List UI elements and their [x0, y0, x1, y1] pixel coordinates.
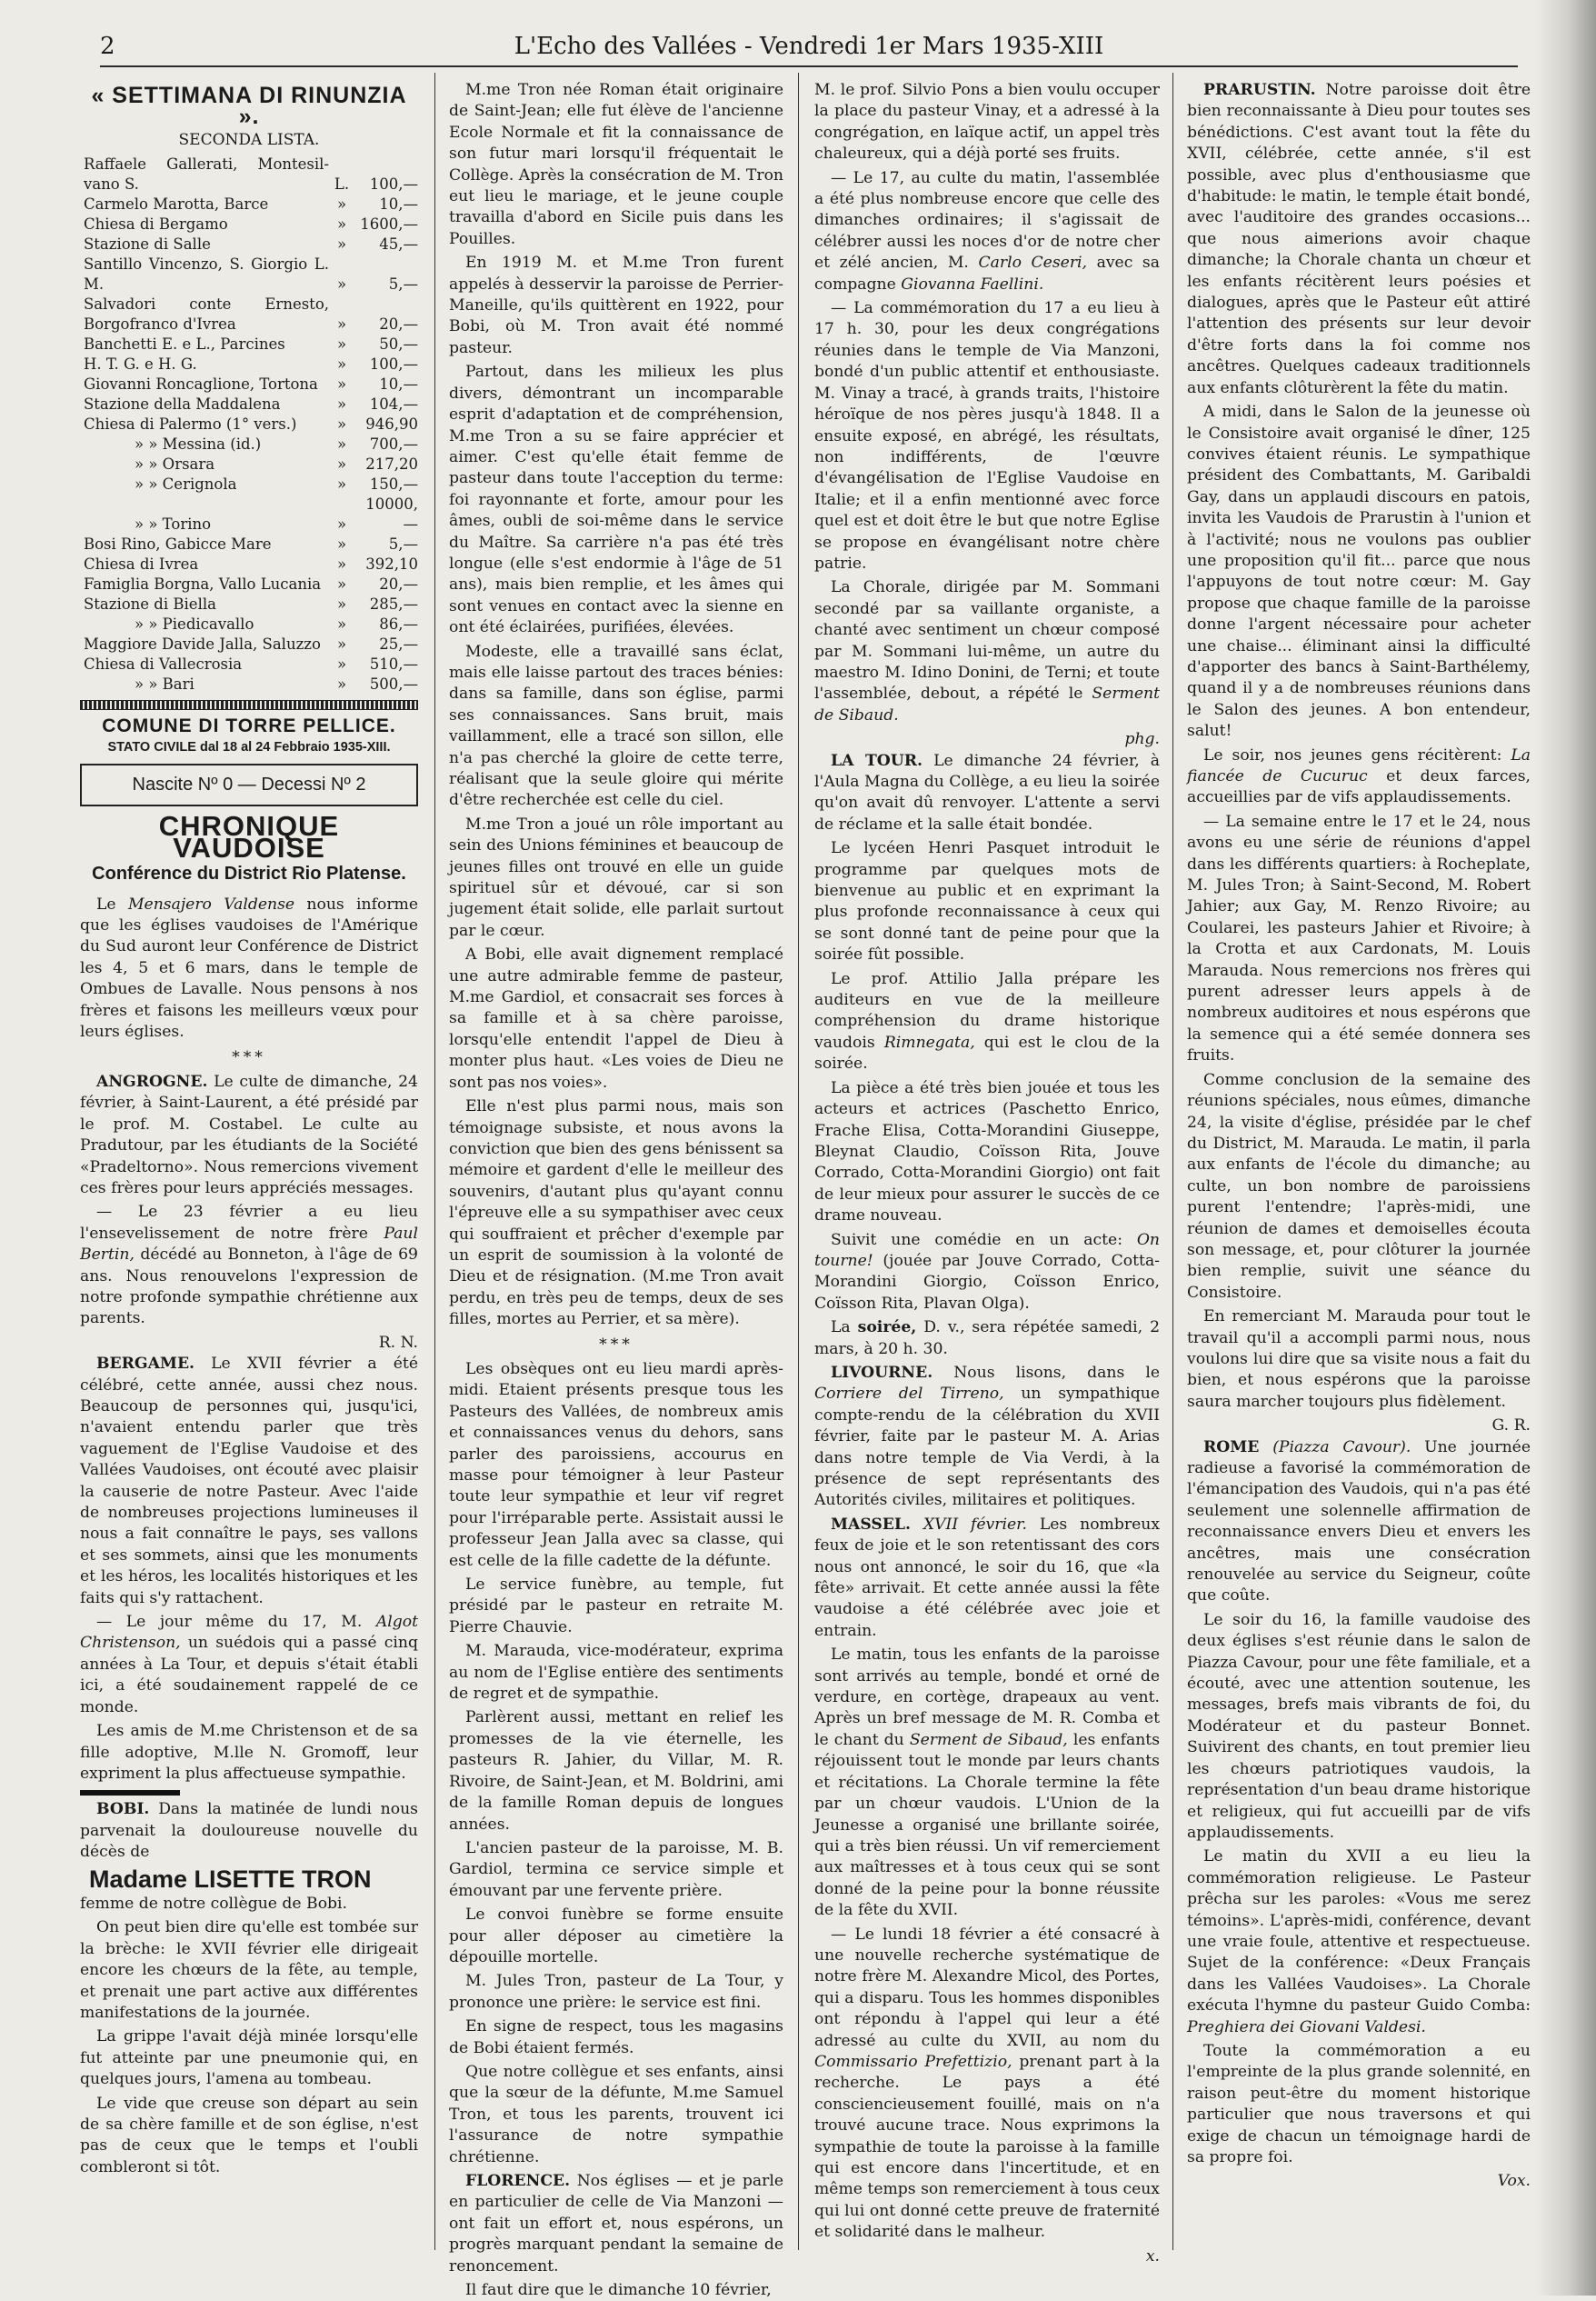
tron-bio-2: En 1919 M. et M.me Tron furent appelés à desservir la paroisse de Perrier-Maneille, qu'ils quittèrent en 1922, pour Bobi, où M. Tron avait été nommé pasteur.: [449, 254, 783, 357]
currency-mark: »: [336, 575, 347, 594]
currency-mark: »: [336, 315, 347, 334]
conference-heading: Conférence du District Rio Platense.: [92, 864, 406, 885]
donation-row: [80, 655, 418, 675]
marauda-paragraph: M. Marauda, vice-modérateur, exprima au nom de l'Eglise entière des sentiments de regret et de sympathie.: [449, 1642, 783, 1704]
tron-bio-3: Partout, dans les milieux les plus divers, démontrant un incomparable esprit d'adaptation et de compréhension, M.me Tron a su se faire apprécier et aimer. C'est qu'elle était femme de pasteur dans toute l'acception du terme: foi rayonnante et forte, amour pour les âmes, oubli de soi-même dans le service du Maître. Sa carrière n'a pas été très longue (elle s'est endormie à l'âge de 51 ans), mais bien remplie, et les âmes qui sont venues en contact avec la sienne en ont été éclairées, purifiées, élevées.: [449, 363, 783, 637]
donor-name: Salvadori conte Ernesto, Borgofranco d'Ivrea: [84, 295, 329, 334]
parlerent-paragraph: Parlèrent aussi, mettant en relief les promesses de la vie éternelle, les pasteurs R. Jahier, du Villar, M. R. Rivoire, de Saint-Jean, et M. Boldrini, ami de la famille Roman depuis de longues années.: [449, 1708, 783, 1834]
donation-amount: 86,—: [379, 615, 418, 634]
currency-mark: »: [336, 615, 347, 634]
noces-paragraph: — Le 17, au culte du matin, l'assemblée a été plus nombreuse encore que celle des dimanches ordinaires; il s'agissait de célébrer aussi les noces d'or de notre cher et zélé ancien, M. Carlo Ceseri, avec sa compagne Giovanna Faellini.: [814, 168, 1160, 294]
donor-name: Maggiore Davide Jalla, Saluzzo: [84, 635, 321, 654]
donation-row: [80, 535, 418, 555]
mensajero-paragraph: Le Mensajero Valdense nous informe que les églises vaudoises de l'Amérique du Sud auront leur Conférence de District les 4, 5 et 6 mars, dans le temple de Ombues de Lavalle. Nous pensons à nos frères et faisons les meilleurs vœux pour leurs églises.: [80, 895, 419, 1042]
tron-after: femme de notre collègue de Bobi.: [80, 1894, 348, 1913]
donation-amount: 285,—: [369, 595, 418, 614]
pons-paragraph: M. le prof. Silvio Pons a bien voulu occuper la place du pasteur Vinay, et a adressé à la congrégation, en laïque actif, un appel très chaleureux, qui a déjà porté ses fruits.: [814, 81, 1160, 164]
currency-mark: »: [336, 475, 347, 494]
donor-name: Santillo Vincenzo, S. Giorgio L. M.: [84, 255, 329, 294]
page-header: [100, 27, 1518, 67]
donation-amount: 150,—: [369, 475, 418, 494]
comune-title: COMUNE DI TORRE PELLICE.: [102, 715, 396, 737]
column-rule: [798, 73, 799, 2250]
column-rule: [434, 73, 435, 2250]
massel-paragraph: MASSEL. XVII février. Les nombreux feux de joie et le son retentissant des cors nous ont annoncé, le soir du 16, que «la fête» arrivait. Et cette année aussi la fête vaudoise a été célébrée avec joie et entrain.: [814, 1515, 1161, 1640]
tron-bio-1: M.me Tron née Roman était originaire de Saint-Jean; elle fut élève de l'ancienne Ecole Normale et fit la connaissance de son futur mari lorsqu'il fréquentait le Collège. Après la consécration de M. Tron eut lieu le mariage, et le jeune couple travailla d'abord en Sicile puis dans les Pouilles.: [449, 81, 783, 248]
donation-row: [80, 375, 418, 395]
donation-amount: 500,—: [369, 675, 418, 694]
column-2: [449, 80, 784, 2300]
bergame-paragraph: BERGAME. Le XVII février a été célébré, cette année, aussi chez nous. Beaucoup de personnes qui, jusqu'ici, n'avaient entendu parler que très vaguement de l'Eglise Vaudoise et des Vallées Vaudoises, ont écouté avec plaisir la causerie de notre Pasteur. Avec l'aide de nombreuses projections lumineuses il nous a fait connaître le pays, ses vallons et ses sommets, ainsi que les monuments et les héros, les localités historiques et les faits qui s'y rattachent.: [80, 1355, 418, 1607]
donation-row: [80, 295, 418, 335]
florence-paragraph: FLORENCE. Nos églises — et je parle en particulier de celle de Via Manzoni — ont fait un effort et, nous espérons, un progrès marquant pendant la semaine de renoncement.: [449, 2172, 784, 2276]
bertin-paragraph: — Le 23 février a eu lieu l'ensevelissement de notre frère Paul Bertin, décédé au Bonneton, à l'âge de 69 ans. Nous renouvelons l'expression de notre profonde sympathie chrétienne aux parents.: [80, 1203, 418, 1328]
separator-stars: ***: [232, 1047, 266, 1066]
donor-name: Stazione di Salle: [84, 235, 211, 254]
black-bar: [80, 1790, 180, 1796]
donation-row: [80, 455, 418, 475]
donation-amount: 100,—: [369, 355, 418, 374]
latour-paragraph: LA TOUR. Le dimanche 24 février, à l'Aula Magna du Collège, a eu lieu la soirée qu'on avait dû renvoyer. L'attente a servi de réclame et la salle était bondée.: [814, 751, 1160, 834]
dimanche-paragraph: Il faut dire que le dimanche 10 février,: [465, 2281, 772, 2300]
tron-bio-5: M.me Tron a joué un rôle important au sein des Unions féminines et beaucoup de jeunes filles ont trouvé en elle un guide spirituel sûr et dévoué, car si son jugement était solide, elle parlait surtout par le cœur.: [449, 815, 783, 940]
donor-name: H. T. G. e H. G.: [84, 355, 197, 374]
chronique-title: CHRONIQUE VAUDOISE: [158, 810, 340, 864]
currency-mark: »: [336, 435, 347, 454]
donor-name: » » Orsara: [135, 455, 215, 474]
matin-paragraph: Le matin, tous les enfants de la paroisse sont arrivés au temple, bondé et orné de verdure, en cortège, drapeaux au vent. Après un bref message de M. R. Comba et le chant du Serment de Sibaud, les enfants réjouissent tout le monde par leurs chants et récitations. La Chorale termine la fête par un chœur vaudois. L'Union de la Jeunesse a organisé une brillante soirée, qui a très bien réussi. Un vif remerciement aux maîtresses et à tous ceux qui se sont donné de la peine pour la bonne réussite de la fête du XVII.: [814, 1646, 1161, 1920]
empreinte-paragraph: Toute la commémoration a eu l'empreinte de la plus grande solennité, en raison peut-être du moment historique particulier que nous traversons et qui exige de chacun un témoignage hardi de sa propre foi.: [1187, 2041, 1531, 2166]
currency-mark: »: [336, 635, 347, 654]
livourne-paragraph: LIVOURNE. Nous lisons, dans le Corriere del Tirreno, un sympathique compte-rendu de la célébration du XVII février, faite par le pasteur M. A. Arias dans notre temple de Via Verdi, à la présence de sept représentants des Autorités civiles, militaires et politiques.: [814, 1363, 1160, 1510]
currency-mark: »: [336, 335, 347, 354]
donor-name: » » Torino: [135, 515, 212, 534]
piece-paragraph: La pièce a été très bien jouée et tous les acteurs et actrices (Paschetto Enrico, Frache Elisa, Cotta-Morandini Giuseppe, Bleynat Claudio, Coïsson Rita, Jouve Corrado, Cotta-Morandini Giorgio) ont fait de leur mieux pour assurer le succès de ce drame nouveau.: [814, 1078, 1160, 1226]
donation-row: [80, 355, 418, 375]
stato-civile: STATO CIVILE dal 18 al 24 Febbraio 1935-XIII.: [107, 739, 391, 755]
angrogne-paragraph: ANGROGNE. Le culte de dimanche, 24 février, à Saint-Laurent, a été présidé par le prof. M. Costabel. Le culte au Pradutour, par les étudiants de la Société «Pradeltorno». Nous remercions vivement ces frères pour leurs appréciés messages.: [80, 1072, 418, 1197]
donor-name: Banchetti E. e L., Parcines: [84, 335, 285, 354]
donation-row: [80, 575, 418, 595]
jules-tron-paragraph: M. Jules Tron, pasteur de La Tour, y prononce une prière: le service est fini.: [449, 1972, 783, 2012]
magasins-paragraph: En signe de respect, tous les magasins de Bobi étaient fermés.: [449, 2017, 783, 2057]
donation-amount: 5,—: [388, 275, 418, 294]
tron-paragraph-2: La grippe l'avait déjà minée lorsqu'elle fut atteinte par une pneumonie qui, en quelques jours, l'amena au tombeau.: [80, 2027, 418, 2089]
donation-amount: 510,—: [369, 655, 418, 674]
donation-amount: 392,10: [365, 555, 418, 574]
donor-name: Giovanni Roncaglione, Tortona: [84, 375, 318, 394]
donation-row: [80, 475, 418, 495]
currency-mark: »: [336, 515, 347, 534]
masthead-title: L'Echo des Vallées - Vendredi 1er Mars 1935-XIII: [514, 33, 1104, 60]
prarustin-paragraph: PRARUSTIN. Notre paroisse doit être bien reconnaissante à Dieu pour toutes ses bénédictions. C'est avant tout la fête du XVII, célébrée, cette année, s'il est possible, avec plus d'enthousiasme que d'habitude: le matin, le temple était bondé, avec l'auditoire des grandes occasions... que nous aimerions avoir chaque dimanche; la Chorale chanta un chœur et les enfants récitèrent leurs poésies et dialogues, après que le Pasteur eût attiré l'attention des présents sur leur devoir d'être forts dans la foi comme nos ancêtres. Quelques cadeaux traditionnels aux enfants clôturèrent la fête du matin.: [1187, 81, 1531, 397]
currency-mark: »: [336, 215, 347, 234]
donation-row: [80, 195, 418, 215]
bobi-paragraph: BOBI. Dans la matinée de lundi nous parvenait la douloureuse nouvelle du décès de: [80, 1800, 418, 1862]
soiree-paragraph: La soirée, D. v., sera répétée samedi, 2 mars, à 20 h. 30.: [814, 1318, 1161, 1358]
donor-name: Stazione della Maddalena: [84, 395, 281, 414]
donation-amount: 700,—: [369, 435, 418, 454]
donor-name: » » Bari: [135, 675, 195, 694]
currency-mark: »: [336, 415, 347, 434]
soir-paragraph: Le soir, nos jeunes gens récitèrent: La fiancée de Cucuruc et deux farces, accueillies par de vifs applaudissements.: [1187, 745, 1531, 807]
currency-mark: »: [336, 235, 347, 254]
donor-name: Stazione di Biella: [84, 595, 216, 614]
tron-paragraph-3: Le vide que creuse son départ au sein de sa chère famille et de son église, n'est pas de ceux que le temps et l'oubli combleront si tôt.: [80, 2094, 418, 2176]
column-3: [814, 80, 1161, 2266]
gardiol-paragraph: L'ancien pasteur de la paroisse, M. B. Gardiol, termina ce service simple et émouvant par une fervente prière.: [449, 1838, 783, 1900]
signature-rn: R. N.: [378, 1333, 418, 1352]
donation-amount: 25,—: [379, 635, 418, 654]
currency-mark: »: [336, 195, 347, 214]
tron-bio-7: Elle n'est plus parmi nous, mais son témoignage subsiste, et nous avons la conviction que bien des gens bénissent sa mémoire et gardent d'elle le meilleur des souvenirs, d'autant plus qu'ayant connu l'épreuve elle a su sympathiser avec ceux qui souffraient et prêcher d'exemple par un esprit de soumission à la volonté de Dieu et de résignation. (M.me Tron avait perdu, en très peu de temps, deux de ses filles, mortes au Perrier, et sa mère).: [449, 1097, 783, 1329]
donation-row: [80, 555, 418, 575]
micol-paragraph: — Le lundi 18 février a été consacré à une nouvelle recherche systématique de notre frère M. Alexandre Micol, des Portes, qui a disparu. Tous les hommes disponibles ont répondu à l'appel qui leur a été adressé au culte du XVII, au nom du Commissario Prefettizio, prenant part à la recherche. Le pays a été consciencieusement fouillé, mais on n'a trouvé aucune trace. Nous exprimons la sympathie de toute la paroisse à la famille qui est encore dans l'incertitude, et en même temps son remerciement à tous ceux qui lui ont donné cette preuve de fraternité et solidarité dans le malheur.: [814, 1925, 1161, 2242]
settimana-title: « SETTIMANA DI RINUNZIA ».: [91, 83, 407, 130]
donor-name: » » Cerignola: [135, 475, 237, 494]
donation-row: [80, 395, 418, 415]
separator-stars: ***: [599, 1335, 633, 1354]
rome-paragraph: ROME (Piazza Cavour). Une journée radieuse a favorisé la commémoration de l'émancipation des Vaudois, qui n'a pas été seulement une solennelle affirmation de reconnaissance envers Dieu et envers les ancêtres, mais une consécration renouvelée au service du Seigneur, coûte que coûte.: [1187, 1437, 1531, 1606]
pasquet-paragraph: Le lycéen Henri Pasquet introduit le programme par quelques mots de bienvenue au public et en exprimant la plus profonde reconnaissance à ceux qui se sont donné tant de peine pour que la soirée fût possible.: [814, 839, 1160, 965]
service-paragraph: Le service funèbre, au temple, fut présidé par le pasteur en retraite M. Pierre Chauvie.: [449, 1576, 783, 1636]
donation-row: [80, 235, 418, 255]
jalla-paragraph: Le prof. Attilio Jalla prépare les auditeurs en vue de la meilleure compréhension du drame historique vaudois Rimnegata, qui est le clou de la soirée.: [814, 969, 1160, 1074]
donation-amount: 10000,—: [365, 495, 418, 534]
currency-mark: »: [336, 375, 347, 394]
donation-row: [80, 635, 418, 655]
currency-mark: »: [336, 535, 347, 554]
donation-amount: 10,—: [379, 375, 418, 394]
commemoration-paragraph: — La commémoration du 17 a eu lieu à 17 h. 30, pour les deux congrégations réunies dans le temple de Via Manzoni, bondé d'un public attentif et enthousiaste. M. Vinay a tracé, à grands traits, l'histoire héroïque de nos pères jusqu'à 1848. Il a ensuite exposé, en abrégé, les résultats, non indifférents, de l'œuvre d'évangélisation de l'Eglise Vaudoise en Italie; et il a enfin mentionné avec force quel est et doit être le but que notre Eglise se propose en évangélisant notre chère patrie.: [814, 299, 1160, 573]
donation-row: [80, 595, 418, 615]
signature-phg: phg.: [1124, 730, 1160, 749]
donation-row: [80, 155, 418, 195]
christenson-paragraph: — Le jour même du 17, M. Algot Christenson, un suédois qui a passé cinq années à La Tour, et depuis s'était établi ici, a été soudainement rappelé de ce monde.: [80, 1613, 418, 1716]
currency-mark: »: [336, 555, 347, 574]
donor-name: Chiesa di Palermo (1° vers.): [84, 415, 297, 434]
remerciement-paragraph: En remerciant M. Marauda pour tout le travail qu'il a accompli parmi nous, nous voulons lui dire que sa visite nous a fait du bien, et nous espérons que la paroisse saura marcher toujours plus fidèlement.: [1187, 1307, 1531, 1411]
donation-row: [80, 495, 418, 535]
currency-mark: »: [336, 455, 347, 474]
page-fold-shadow: [1536, 0, 1596, 2296]
currency-mark: »: [336, 595, 347, 614]
matin-xvii-paragraph: Le matin du XVII a eu lieu la commémoration religieuse. Le Pasteur prêcha sur les paroles: «Vous me serez témoins». L'après-midi, conférence, devant une vraie foule, attentive et respectueuse. Sujet de la conférence: «Deux Français dans les Vallées Vaudoises». La Chorale exécuta l'hymne du pasteur Guido Comba: Preghiera dei Giovani Valdesi.: [1187, 1847, 1531, 2036]
donor-name: » » Piedicavallo: [135, 615, 254, 634]
donation-row: [80, 615, 418, 635]
convoi-paragraph: Le convoi funèbre se forme ensuite pour aller déposer au cimetière la dépouille mortelle.: [449, 1906, 783, 1966]
donation-amount: 45,—: [379, 235, 418, 254]
donation-amount: 946,90: [365, 415, 418, 434]
amis-paragraph: Les amis de M.me Christenson et de sa fille adoptive, M.lle N. Gromoff, leur expriment la plus affectueuse sympathie.: [80, 1722, 418, 1783]
donor-name: Chiesa di Ivrea: [84, 555, 199, 574]
sympathie-paragraph: Que notre collègue et ses enfants, ainsi que la sœur de la défunte, M.me Samuel Tron, et tous les parents, trouvent ici l'assurance de notre sympathie chrétienne.: [449, 2062, 783, 2166]
currency-mark: L.: [334, 175, 350, 194]
donor-name: Carmelo Marotta, Barce: [84, 195, 269, 214]
donor-name: Raffaele Gallerati, Montesil-vano S.: [84, 155, 329, 194]
semaine-paragraph: — La semaine entre le 17 et le 24, nous avons eu une série de réunions d'appel dans les différents quartiers: à Rocheplate, M. Jules Tron; à Saint-Second, M. Robert Jahier; aux Gay, M. Renzo Rivoire; au Coularei, les pasteurs Jahier et Rivoire; à la Crotta et aux Cardonats, M. Louis Marauda. Nous remercions nos frères qui purent adresser leurs appels à de nombreux auditoires et nous espérons que la semence qui a été semée donnera ses fruits.: [1187, 812, 1531, 1065]
donation-amount: 10,—: [379, 195, 418, 214]
donor-name: Chiesa di Bergamo: [84, 215, 228, 234]
signature-x: x.: [1145, 2246, 1160, 2266]
donation-amount: 217,20: [365, 455, 418, 474]
donation-row: [80, 215, 418, 235]
donation-row: [80, 435, 418, 455]
donation-amount: 20,—: [379, 315, 418, 334]
currency-mark: »: [336, 275, 347, 294]
signature-gr: G. R.: [1491, 1416, 1531, 1436]
chorale-paragraph: La Chorale, dirigée par M. Sommani secondé par sa vaillante organiste, a chanté avec sentiment un chœur composé par M. Sommani lui-même, un autre du maestro M. Idino Donini, de Terni; et toute l'assemblée, debout, a répété le Serment de Sibaud.: [814, 578, 1160, 725]
donation-row: [80, 415, 418, 435]
births-deaths-box: Nascite Nº 0 — Decessi Nº 2: [80, 764, 418, 806]
donation-amount: 20,—: [379, 575, 418, 594]
donor-name: Bosi Rino, Gabicce Mare: [84, 535, 272, 554]
obseques-paragraph: Les obsèques ont eu lieu mardi après-midi. Etaient présents presque tous les Pasteurs des Vallées, de nombreux amis et connaissances venus du dehors, sans parler des paroissiens, accourus en masse pour témoigner à leur Pasteur toute leur sympathie et leur vif regret pour l'irréparable perte. Assistait aussi le professeur Jean Jalla avec sa classe, qui est celle de la fille cadette de la défunte.: [449, 1359, 783, 1570]
donation-amount: 1600,—: [360, 215, 418, 234]
settimana-subtitle: SECONDA LISTA.: [178, 130, 320, 149]
donor-name: Famiglia Borgna, Vallo Lucania: [84, 575, 322, 594]
donation-amount: 104,—: [369, 395, 418, 414]
decorative-band: [80, 700, 418, 710]
column-1: [80, 80, 418, 2244]
donation-amount: 100,—: [369, 175, 418, 194]
tron-bio-4: Modeste, elle a travaillé sans éclat, mais elle laisse partout des traces bénies: dans sa famille, dans son église, parmi ses connaissances. Sans bruit, mais vaillamment, elle a tracé son sillon, elle n'a pas cherché la gloire de cette terre, réalisant que la seule gloire qui mérite d'être recherchée est celle du ciel.: [449, 642, 783, 810]
donation-row: [80, 335, 418, 355]
donor-name: » » Messina (id.): [135, 435, 262, 454]
midi-paragraph: A midi, dans le Salon de la jeunesse où le Consistoire avait organisé le dîner, 125 convives étaient réunis. Le sympathique président des Combattants, M. Garibaldi Gay, dans un applaudi discours en patois, invita les Vaudois de Prarustin à l'union et à l'activité; nous ne voulons pas oublier une proposition qu'il fit... parce que nous l'appuyons de tout notre cœur: M. Gay propose que chaque famille de la paroisse donne l'argent nécessaire pour acheter une chaise... éliminant ainsi la difficulté d'apporter des bancs à Saint-Barthélemy, quand il y a de nombreuses réunions dans le Salon des jeunes. A bon entendeur, salut!: [1187, 403, 1531, 741]
currency-mark: »: [336, 355, 347, 374]
donation-amount: 50,—: [379, 335, 418, 354]
currency-mark: »: [336, 395, 347, 414]
donation-list: [80, 155, 418, 695]
column-4: [1187, 80, 1531, 2244]
donation-row: [80, 675, 418, 695]
comedie-paragraph: Suivit une comédie en un acte: On tourne! (jouée par Jouve Corrado, Cotta-Morandini Giorgio, Coïsson Enrico, Coïsson Rita, Plavan Olga).: [814, 1230, 1160, 1313]
currency-mark: »: [336, 655, 347, 674]
tron-bio-6: A Bobi, elle avait dignement remplacé une autre admirable femme de pasteur, M.me Gardiol, et consacrait ses forces à sa famille et à sa chère paroisse, lorsqu'elle entendit l'appel de Dieu à monter plus haut. «Les voies de Dieu ne sont pas nos voies».: [449, 945, 783, 1092]
donation-row: [80, 255, 418, 295]
donation-amount: 5,—: [388, 535, 418, 554]
column-rule: [1172, 73, 1173, 2250]
currency-mark: »: [336, 675, 347, 694]
page-number: 2: [100, 33, 115, 60]
tron-name: Madame LISETTE TRON: [89, 1865, 372, 1893]
soir-16-paragraph: Le soir du 16, la famille vaudoise des deux églises s'est réunie dans le salon de Piazza Cavour, pour une fête familiale, et a écouté, avec une attention soutenue, les messages, brefs mais vibrants de foi, du Modérateur et du pasteur Bonnet. Suivirent des chants, en tout premier lieu les chœurs patriotiques vaudois, la représentation d'un beau drame historique et religieux, qui fut accueilli par de vifs applaudissements.: [1187, 1610, 1531, 1842]
conclusion-paragraph: Comme conclusion de la semaine des réunions spéciales, nous eûmes, dimanche 24, la visite d'église, présidée par le chef du District, M. Marauda. Le matin, il parla aux enfants de l'école du dimanche; au culte, un bon nombre de paroissiens purent l'entendre; l'après-midi, une réunion de dames et demoiselles écouta son message, et, pour clôturer la journée bien remplie, suivit une séance du Consistoire.: [1187, 1070, 1531, 1302]
tron-paragraph-1: On peut bien dire qu'elle est tombée sur la brèche: le XVII février elle dirigeait encore les chœurs de la fête, au temple, et prenait une part active aux différentes manifestations de la journée.: [80, 1918, 418, 2022]
signature-vox: Vox.: [1497, 2172, 1531, 2191]
donor-name: Chiesa di Vallecrosia: [84, 655, 243, 674]
